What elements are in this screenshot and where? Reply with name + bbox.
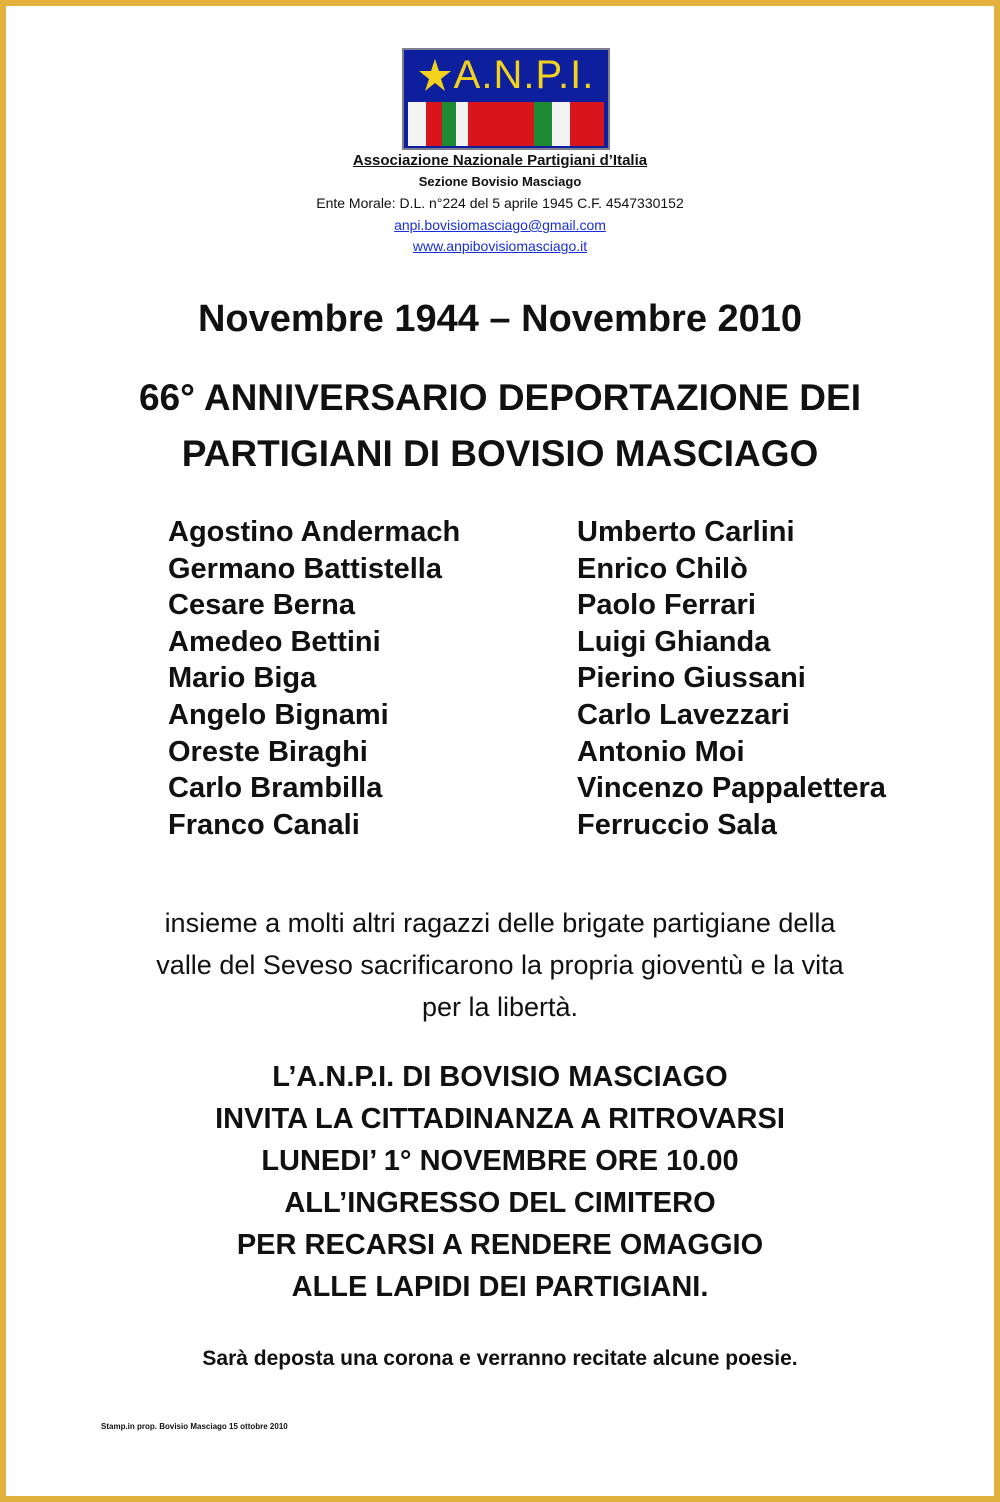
partisan-name: Antonio Moi <box>577 735 745 768</box>
partisan-name: Agostino Andermach <box>168 516 461 548</box>
partisan-name: Paolo Ferrari <box>577 589 756 622</box>
title-line: 66° ANNIVERSARIO DEPORTAZIONE DEI <box>138 377 861 418</box>
names-column-left <box>168 514 460 843</box>
paragraph-line: per la libertà. <box>421 992 579 1022</box>
italian-flag-stripes <box>408 102 604 146</box>
date-line: Novembre 1944 – Novembre 2010 <box>197 298 803 340</box>
invitation-line: LUNEDI’ 1° NOVEMBRE ORE 10.00 <box>261 1145 739 1177</box>
paragraph-line: insieme a molti altri ragazzi delle brigate partigiane della <box>164 908 836 938</box>
partisan-name: Enrico Chilò <box>577 552 748 585</box>
invitation-line: ALLE LAPIDI DEI PARTIGIANI. <box>291 1271 709 1303</box>
print-note: Stamp.in prop. Bovisio Masciago 15 ottobre 2010 <box>101 1422 288 1431</box>
memorial-paragraph <box>6 902 994 1028</box>
logo-wordmark <box>404 50 608 100</box>
closing-note: Sarà deposta una corona e verranno recitate alcune poesie. <box>202 1347 798 1370</box>
partisan-name: Carlo Lavezzari <box>577 698 790 731</box>
invitation-line: L’A.N.P.I. DI BOVISIO MASCIAGO <box>272 1061 728 1093</box>
partisan-name: Cesare Berna <box>168 589 355 622</box>
legal-info: Ente Morale: D.L. n°224 del 5 aprile 1945 C.F. 4547330152 <box>316 195 684 211</box>
partisan-name: Pierino Giussani <box>577 662 806 695</box>
association-name: Associazione Nazionale Partigiani d’Italia <box>352 152 648 169</box>
title-line: PARTIGIANI DI BOVISIO MASCIAGO <box>181 433 819 474</box>
invitation-block <box>6 1056 994 1308</box>
poster-title <box>6 370 994 482</box>
section-name: Sezione Bovisio Masciago <box>418 174 582 189</box>
email-link[interactable]: anpi.bovisiomasciago@gmail.com <box>394 217 606 233</box>
partisan-name: Germano Battistella <box>168 552 442 585</box>
logo-text: A.N.P.I. <box>453 52 595 97</box>
partisan-name: Angelo Bignami <box>168 698 389 731</box>
partisan-name: Oreste Biraghi <box>168 735 368 768</box>
names-column-right <box>577 514 886 843</box>
partisan-name: Amedeo Bettini <box>168 625 381 658</box>
partisan-name: Mario Biga <box>168 662 317 695</box>
partisan-name: Umberto Carlini <box>577 516 795 548</box>
partisan-name: Ferruccio Sala <box>577 808 777 841</box>
invitation-line: PER RECARSI A RENDERE OMAGGIO <box>236 1229 764 1261</box>
partisan-name: Luigi Ghianda <box>577 625 771 658</box>
website-link[interactable]: www.anpibovisiomasciago.it <box>412 238 588 254</box>
partisan-name: Vincenzo Pappalettera <box>577 772 886 805</box>
invitation-line: INVITA LA CITTADINANZA A RITROVARSI <box>215 1103 785 1135</box>
paragraph-line: valle del Seveso sacrificarono la propria gioventù e la vita <box>156 950 844 980</box>
star-icon <box>418 58 452 92</box>
invitation-line: ALL’INGRESSO DEL CIMITERO <box>284 1187 716 1219</box>
partisan-name: Franco Canali <box>168 808 360 841</box>
partisan-name: Carlo Brambilla <box>168 772 383 805</box>
anpi-logo <box>402 48 610 150</box>
